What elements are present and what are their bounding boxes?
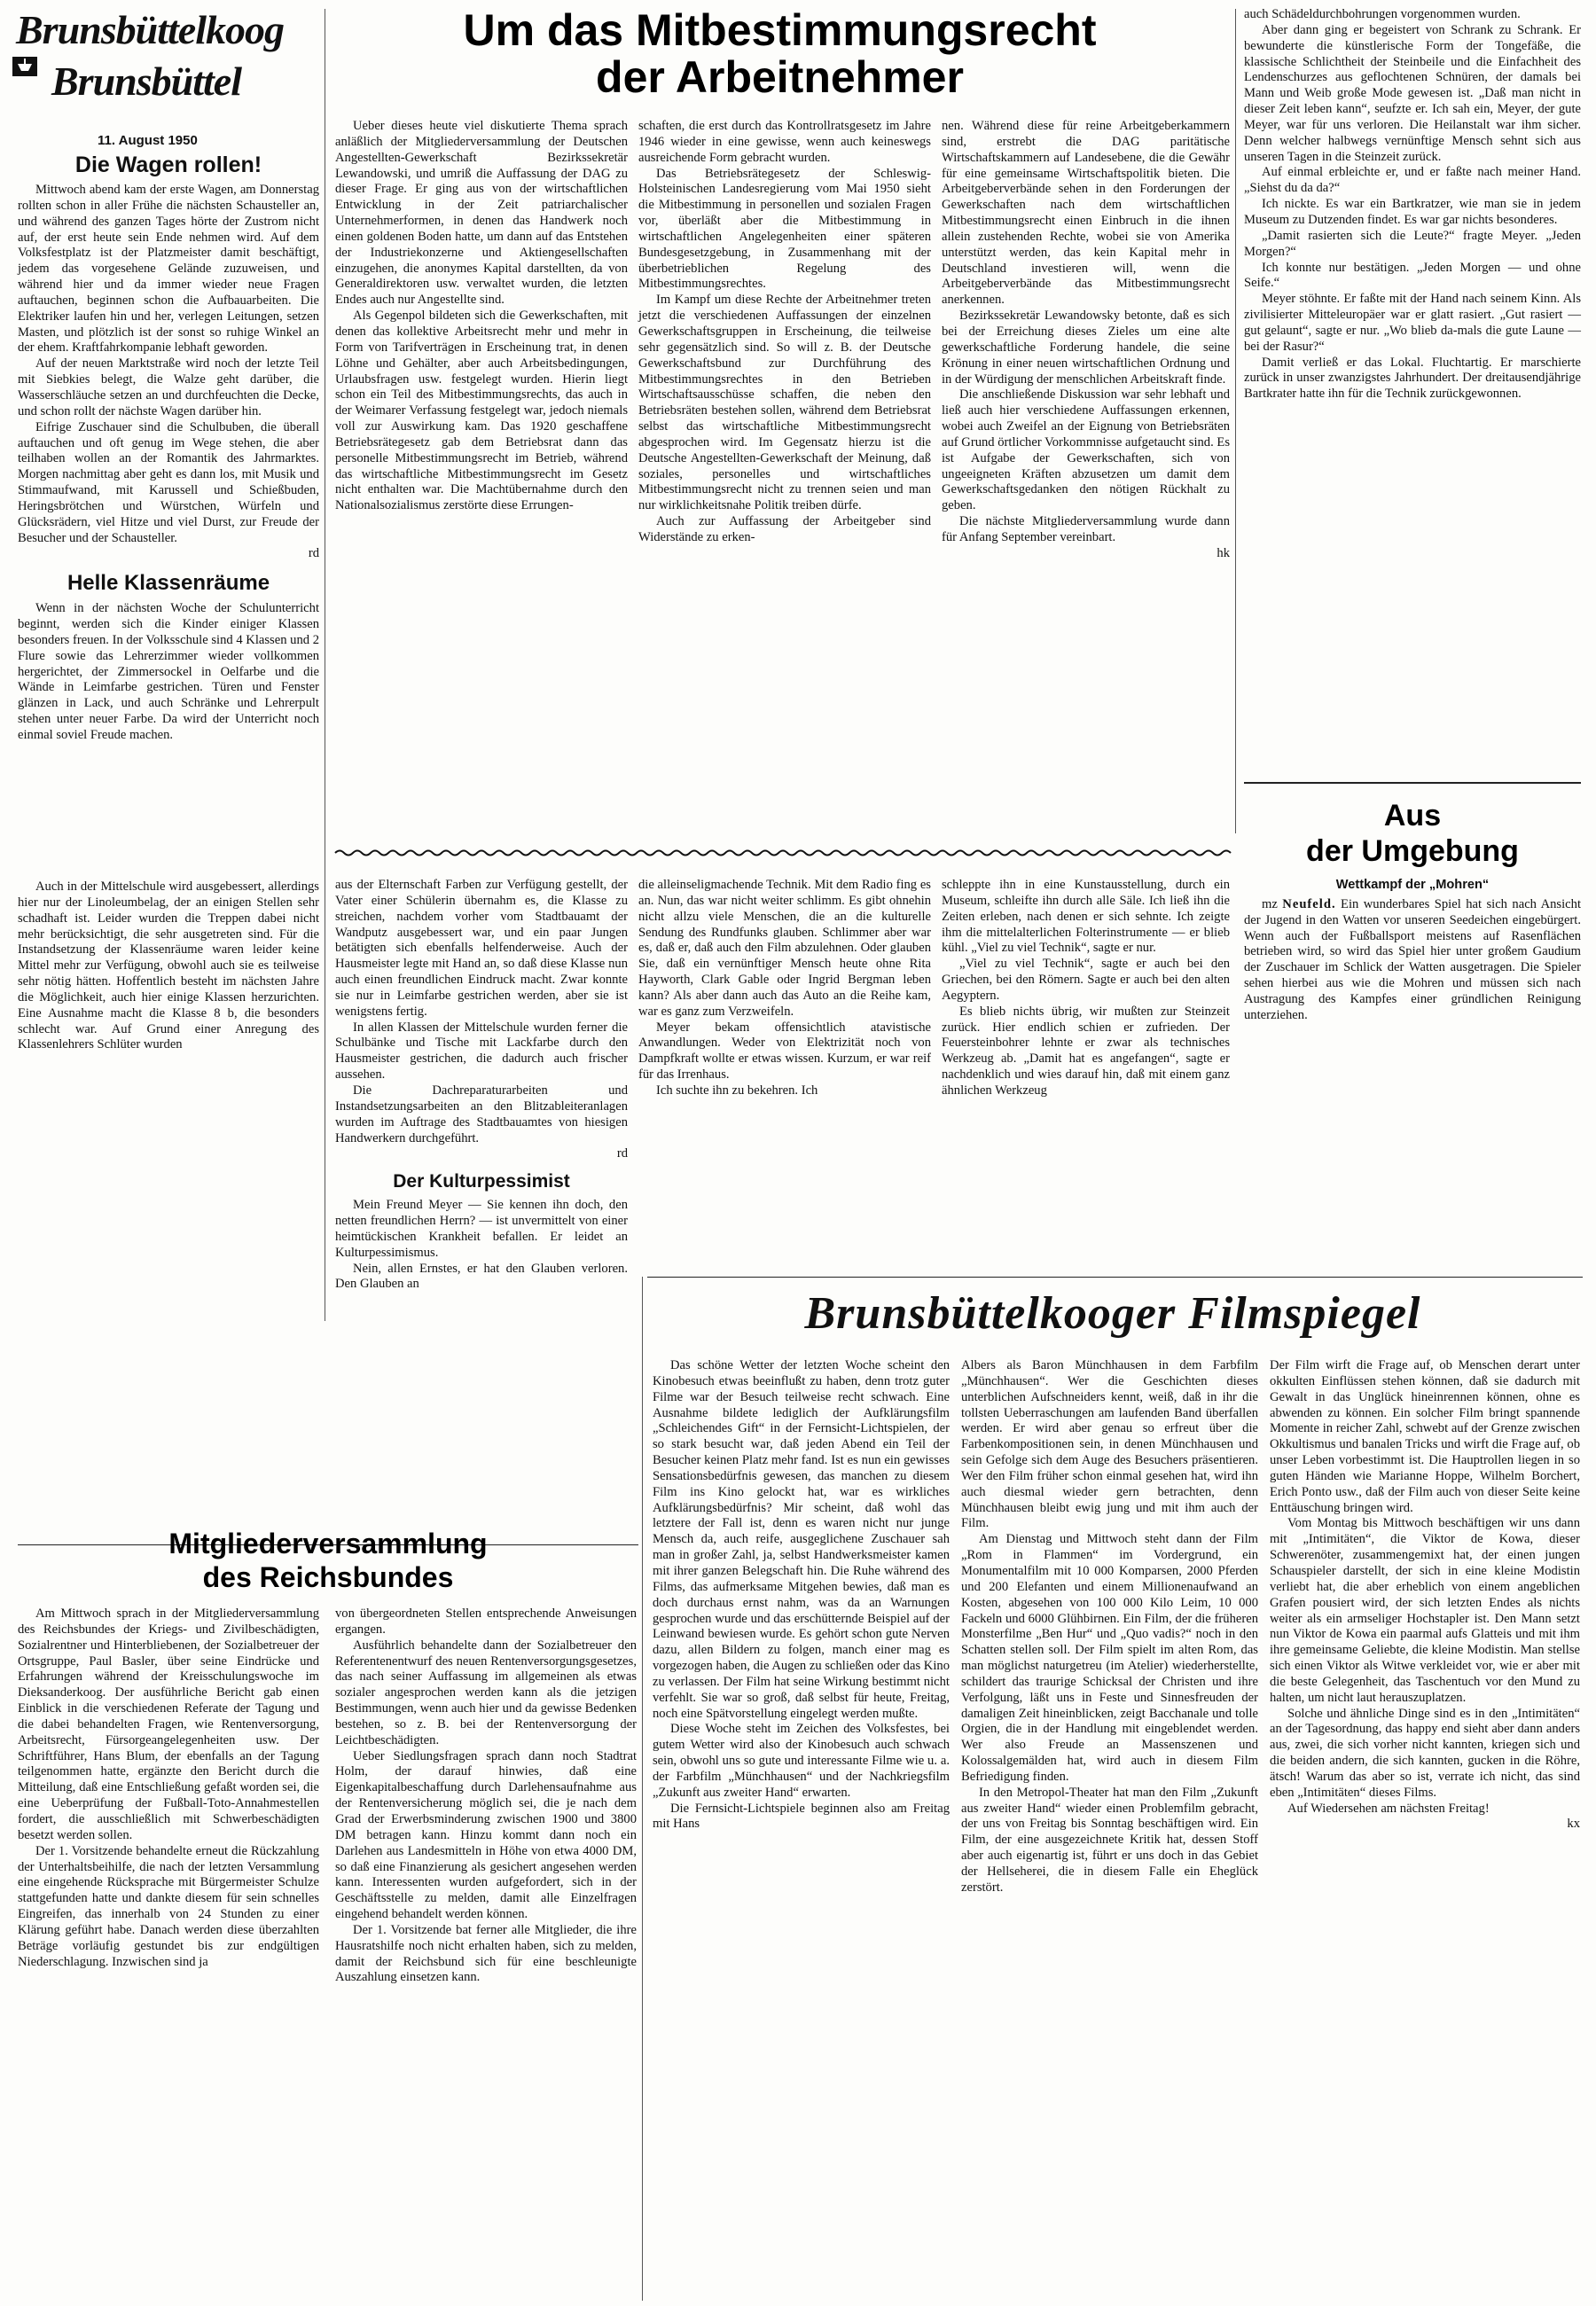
- film-c2: Albers als Baron Münchhausen in dem Farbfilm „Münchhausen“. Wer die Geschichten dieses unterblichen Aufschneiders kennt, weiß, daß in ihr die tollsten Ueberraschungen am laufenden Band überfallen werden. Er wird aber genau so erfreut über die Farbenkompositionen sein, in denen Münchhausen und sein Gefolge sich dem Auge des Besuchers präsentieren. Wer den Film früher schon einmal gesehen hat, wird ihn auch diesmal wieder gern betrachten, denn Münchhausen bleibt ewig jung und mit ihm auch der Film.: [961, 1358, 1258, 1531]
- kultur-p8: Es blieb nichts übrig, wir mußten zur Steinzeit zurück. Hier endlich schien er zufrieden. Der Feuersteinbohrer lehnte er zwar als technisches Werkzeug ab. „Damit hat es angefangen“, sagte er nachdenklich und wies darauf hin, daß mit einem ganz ähnlichen Werkzeug: [942, 1004, 1230, 1098]
- kultur-col3: [942, 878, 1230, 1268]
- mitbest-c3: nen. Während diese für reine Arbeitgeberkammern sind, erstrebt die DAG paritätische Wirtschaftskammern auf Landesebene, die die Gewähr für eine gemeinsame Wirtschaftspolitik bieten. Die Arbeitgeberverbände sehen in den Forderungen der Gewerkschaften nach dem wirtschaftlichen Mitbestimmungsrecht einen Einbruch in die ihnen allein zustehenden Rechte, wobei sie von Amerika unterstützt werden, das kein Kapital mehr in Deutschland investieren will, wenn die Arbeitgeberverbände das Mitbestimmungsrecht anerkennen.: [942, 119, 1230, 308]
- wagen-p2: Auf der neuen Marktstraße wird noch der letzte Teil mit Siebkies belegt, die Walze geht darüber, die Wasserschläuche setzen an und durchfeuchten die Decke, und schon rollt der nächste Wagen darüber hin.: [18, 356, 319, 418]
- reichsbund-title-line2: des Reichsbundes: [202, 1561, 454, 1593]
- section-rule: [1244, 782, 1581, 784]
- klassen-headline: Helle Klassenräume: [66, 571, 270, 596]
- kultur-col2: [638, 878, 931, 1268]
- film-c3d: Auf Wiedersehen am nächsten Freitag!: [1287, 1801, 1490, 1816]
- umgebung-headline: [1244, 798, 1581, 869]
- wagen-headline: Die Wagen rollen!: [74, 152, 262, 177]
- reichsbund-p5: Ueber Siedlungsfragen sprach dann noch Stadtrat Holm, der darauf hinwies, daß eine Eigenkapitalbeschaffung durch Darlehensaufnahme aus der Rentenversicherung möglich sei, die je nach dem Grad der Erwerbsminderung zwischen 1900 und 3800 DM betragen kann. Hinzu kommt dann noch ein Darlehen aus Landesmitteln in Höhe von etwa 4000 DM, so daß eine Finanzierung als gesichert angesehen werden kann. Interessenten wurden aufgefordert, sich in der Geschäftsstelle zu melden, damit alle Einzelfragen eingehend behandelt werden können.: [335, 1748, 637, 1922]
- film-c3c: Solche und ähnliche Dinge sind es in den „Intimitäten“ an der Tagesordnung, das happy end sieht aber dann anders aus, zwei, die sich vorher nicht kannten, kriegen sich und die beiden andern, die sich kannten, gucken in die Röhre, ätsch! Warum das aber so ist, verrate ich nicht, das sind eben „Intimitäten“ dieses Films.: [1270, 1706, 1580, 1800]
- mitbest-c3b: Bezirkssekretär Lewandowsky betonte, daß es sich bei der Erreichung dieses Zieles um eine alte gewerkschaftliche Forderung handele, die seine Krönung in einer neuen wirtschaftlichen Ordnung und in der Würdigung der menschlichen Arbeitskraft finde.: [942, 309, 1230, 387]
- umgebung-prefix: mz: [1262, 896, 1278, 911]
- kultur-p9: auch Schädeldurchbohrungen vorgenommen wurden.: [1244, 7, 1521, 21]
- wavy-separator: [335, 848, 1231, 857]
- mitbest-c3c: Die anschließende Diskussion war sehr lebhaft und ließ auch hier verschiedene Auffassungen erkennen, wobei auch Zweifel an der Eignung von Betriebsräten auf Grund örtlicher Vorkommnisse aufgetaucht sind. Es ist Aufgabe der Gewerkschaften, sich von ungeeigneten Kräften abzusetzen um damit dem Gewerkschaftsgedanken den nötigen Rückhalt zu geben.: [942, 387, 1230, 513]
- reichsbund-col2: [335, 1606, 637, 2298]
- kultur-p2: Nein, allen Ernstes, er hat den Glauben verloren. Den Glauben an: [335, 1261, 628, 1292]
- kultur-p3: die alleinseligmachende Technik. Mit dem Radio fing es an. Nun, das war nicht weiter schlimm. Es gibt ohnehin nicht allzu viele Menschen, die an die kulturelle Sendung des Rundfunks glauben. Schlimmer aber war es, daß er, daß auch den Film abzulehnen. Oder glauben Sie, daß ein vernünftiger Mensch heute ohne Rita Hayworth, Clark Gable oder Ingrid Bergman leben kann? Als aber dann auch das Auto an die Reihe kam, war es ganz zum Verzweifeln.: [638, 878, 931, 1019]
- umgebung-article: [1244, 878, 1581, 1179]
- klassen-p3: aus der Elternschaft Farben zur Verfügung gestellt, der Vater einer Schülerin übernahm es, die Klasse zu streichen, nachdem vorher vom Stadtbauamt der Wandputz ausgebessert war, und ein paar Jungen betätigten sich ebenfalls helfenderweise. Auch der Hausmeister legte mit Hand an, so daß diese Klasse nun auch einen freundlichen Eindruck macht. Zwar konnte sie nur in Leimfarbe gestrichen werden, aber sie ist wenigstens fertig.: [335, 878, 628, 1019]
- column-rule: [642, 1277, 643, 2301]
- reichsbund-p6: Der 1. Vorsitzende bat ferner alle Mitglieder, die ihre Hausratshilfe noch nicht erhalten haben, sich zu melden, damit der Reichsbund sich für eine beschleunigte Auszahlung einsetzen kann.: [335, 1922, 637, 1985]
- mitbest-c1: Ueber dieses heute viel diskutierte Thema sprach anläßlich der Mitgliederversammlung der Deutschen Angestellten-Gewerkschaft Bezirkssekretär Lewandowski, und umriß die Auffassung der DAG zu dieser Frage. Er ging aus von der wirtschaftlichen Entwicklung in der Zeit patriarchalischer Unternehmerformen, in denen das Handwerk noch einen goldenen Boden hatte, um dann auf das Entstehen der Industriekonzerne und Aktiengesellschaften einzugehen, die anonymes Kapital darstellten, da von Generaldirektoren usw. verwaltet wurden, die letzten Endes auch nur Angestellte sind.: [335, 119, 628, 308]
- kultur-p4: Meyer bekam offensichtlich atavistische Anwandlungen. Weder von Elektrizität noch von Dampfkraft wollte er etwas wissen. Kurzum, er war reif für das Irrenhaus.: [638, 1020, 931, 1083]
- mitbest-c2c: Im Kampf um diese Rechte der Arbeitnehmer treten jetzt die verschiedenen Auffassungen der einzelnen Gewerkschaftsgruppen in Erscheinung, die teilweise sehr gegensätzlich sind. So will z. B. der Deutsche Gewerkschaftsbund zur Durchführung des Mitbestimmungsrechtes in den Betrieben Wirtschaftsausschüsse schaffen, die neben den Betriebsräten bestehen sollen, während dem Betriebsrat selbst das wirtschaftliche Mitbestimmungsrecht abgesprochen wird. Im Gegensatz hierzu ist die Deutsche Angestellten-Gewerkschaft der Meinung, daß soziales, personelles und wirtschaftliches Mitbestimmungsrecht nicht zu trennen seien und man nur wirklichkeitsnahe Politik treiben dürfe.: [638, 293, 931, 513]
- klassen-p1: Wenn in der nächsten Woche der Schulunterricht beginnt, werden sich die Kinder einiger Klassen besonders freuen. In der Volksschule sind 4 Klassen und 2 Flure sowie das Lehrerzimmer wieder vollkommen hergerichtet, der Zimmersockel in Oelfarbe und die Wände in Leimfarbe gestrichen. Türen und Fenster glänzen in Lack, und auch Schränke und Lehrerpult stehen unter neuer Farbe. Da wird der Unterricht noch einmal soviel Freude machen.: [18, 601, 319, 742]
- mitbest-title-line1: Um das Mitbestimmungsrecht: [463, 5, 1097, 55]
- kultur-col4: [1244, 7, 1581, 778]
- film-c3: Der Film wirft die Frage auf, ob Menschen derart unter okkulten Einflüssen stehen können, daß sie dadurch mit Gewalt in das Unglück hineinrennen können, ohne es abwenden zu können. Ein solcher Film bringt spannende Momente in reicher Zahl, schwebt auf der Grenze zwischen Okkultismus und banalen Tricks und wirft die Frage auf, ob unser Leben vorbestimmt ist. Die Hauptrollen liegen in so guten Händen wie Marianne Hoppe, Wilhelm Borchert, Erich Ponto usw., daß der Film auch von dieser Seite keine Enttäuschung bringen wird.: [1270, 1358, 1580, 1515]
- film-col1: [653, 1358, 950, 2300]
- umgebung-text: Ein wunderbares Spiel hat sich nach Ansicht der Jugend in den Watten vor unseren Seedeichen eingebürgert. Wenn auch der Fußballsport meistens auf Rasenflächen betrieben wird, so wird das Spiel hier unter großem Gaudium der Zuschauer im Schlick der Watten ausgetragen. Die Spieler sehen hierbei aus wie die Mohren und müssen sich nach Austragung des Kampfes einer gründlichen Reinigung unterziehen.: [1244, 896, 1581, 1022]
- klassen-p4: In allen Klassen der Mittelschule wurden ferner die Schulbänke und Tische mit Lackfarbe durch den Hausmeister gestrichen, die dadurch auch frischer aussehen.: [335, 1020, 628, 1083]
- kultur-p16: Damit verließ er das Lokal. Fluchtartig. Er marschierte zurück in unser zwanzigstes Jahrhundert. Der dreitausendjährige Bartkrater hatte ihn für die Technik zurückgewonnen.: [1244, 355, 1581, 402]
- kultur-p15: Meyer stöhnte. Er faßte mit der Hand nach seinem Kinn. Als zivilisierter Mitteleuropäer war er glatt rasiert. „Gut rasiert — gut gelaunt“, sagte er nur. „Wo blieb da-mals die gute Laune — bei der Rasur?“: [1244, 292, 1581, 354]
- wagen-p3: Eifrige Zuschauer sind die Schulbuben, die überall auftauchen und oft genug im Wege stehen, die aber teilhaben wollen an der Romantik des Jahrmarktes. Morgen nachmittag aber geht es dann los, mit Musik und Stimmaufwand, mit Karussell und Schießbuden, Heringsbrötchen und Würstchen, Würfeln und Glücksrädern, viel Hitze und viel Durst, zur Freude der Besucher und der Schausteller.: [18, 419, 319, 545]
- masthead-line2: Brunsbüttel: [51, 59, 241, 104]
- mitbest-c3d: Die nächste Mitgliederversammlung wurde dann für Anfang September vereinbart.: [942, 514, 1230, 544]
- kultur-p7: „Viel zu viel Technik“, sagte er auch bei den Griechen, bei den Römern. Sagte er auch bei den alten Aegyptern.: [942, 957, 1230, 1003]
- film-c3b: Vom Montag bis Mittwoch beschäftigen wir uns dann mit „Intimitäten“, die Viktor de Kowa, dieser Schwerenöter, zusammengemixt hat, der einen jungen Schauspieler darstellt, der sich in eine kleine Modistin verliebt hat, die aber erheblich von einem angeblichen Grafen pousiert wird, der sich letzten Endes als nichts weiter als ein armseliger Hochstapler ist. Den Mann setzt nun Viktor de Kowa ein paarmal aufs Glatteis und mit ihm ihre gemeinsame Geliebte, die kleine Modistin. Man stellse sich einen Viktor als Witwe verkleidet vor, wie er aber mit die beste Gelegenheit, das Taschentuch vor den Mund zu halten, um nicht laut herauszuplatzen.: [1270, 1516, 1580, 1705]
- reichsbund-p3: von übergeordneten Stellen entsprechende Anweisungen ergangen.: [335, 1606, 637, 1637]
- mitbest-headline: [330, 7, 1230, 100]
- mitbest-col1: [335, 119, 628, 848]
- kultur-p12: Ich nickte. Es war ein Bartkratzer, wie man sie in jedem Museum zu Dutzenden findet. Es war gar nichts besonderes.: [1244, 197, 1581, 227]
- mitbest-c2: schaften, die erst durch das Kontrollratsgesetz im Jahre 1946 wieder in eine gewisse, wenn auch keineswegs ausreichende Form gebracht wurden.: [638, 119, 931, 165]
- film-c2c: In den Metropol-Theater hat man den Film „Zukunft aus zweiter Hand“ wieder einen Problemfilm gebracht, der uns von Freitag bis Sonntag beschäftigen wird. Ein Film, der eine ausgezeichnete Kritik hat, dessen Stoff aber auch eigenartig ist, führt er uns doch in das Gebiet der Hellseherei, die in diesem Falle ein Eheglück zerstört.: [961, 1785, 1258, 1895]
- section-rule: [647, 1277, 1583, 1278]
- reichsbund-headline-block: [18, 1527, 638, 1594]
- mitbest-signature: hk: [1217, 545, 1230, 560]
- kultur-p13: „Damit rasierten sich die Leute?“ fragte Meyer. „Jeden Morgen?“: [1244, 228, 1581, 259]
- mitbest-c1b: Als Gegenpol bildeten sich die Gewerkschaften, mit denen das kollektive Arbeitsrecht mehr und mehr in Form von Tarifverträgen in Erscheinung trat, in denen Löhne und Gehälter, aber auch Arbeitsbedingungen, Urlaubsfragen usw. festgelegt wurden. Hierin liegt schon ein Teil des Mitbestimmungsrechts, das auch in der Weimarer Verfassung festgelegt war, jedoch niemals voll zur Auswirkung kam. Das 1920 geschaffene Betriebsrätegesetz gab dem Betriebsrat dann das personelle Mitbestimmungsrecht im Betrieb, während das wirtschaftliche Mitbestimmungsrecht im Gesetz nicht enthalten war. Die Machtübernahme durch den Nationalsozialismus zerstörte diese Errungen-: [335, 309, 628, 513]
- kultur-p14: Ich konnte nur bestätigen. „Jeden Morgen — und ohne Seife.“: [1244, 260, 1581, 291]
- article-klassen-cont: [18, 879, 319, 1543]
- film-c1b: Diese Woche steht im Zeichen des Volksfestes, bei gutem Wetter wird also der Kinobesuch auch schwach sein, obwohl uns so gute und interessante Filme wie u. a. der Farbfilm „Münchhausen“ und der Nachkriegsfilm „Zukunft aus zweiter Hand“ erwarten.: [653, 1722, 950, 1800]
- mitbest-c2b: Das Betriebsrätegesetz der Schleswig-Holsteinischen Landesregierung vom Mai 1950 sieht die Mitbestimmung in personellen und sozialen Fragen vor, überläßt aber die Mitbestimmung in wirtschaftlichen Angelegenheiten einer späteren Bundesgesetzgebung, in Zusammenhang mit der überbetrieblichen Regelung des Mitbestimmungsrechtes.: [638, 166, 931, 292]
- wagen-signature: rd: [308, 546, 319, 561]
- film-signature: kx: [1567, 1817, 1580, 1832]
- kultur-p10: Aber dann ging er begeistert von Schrank zu Schrank. Er bewunderte die künstlerische Form der Tongefäße, die klassische Schlichtheit der Steinbeile und die Einfachheit des Lendenschurzes aus geflochtenen Schnüren, der damals bei Mann und Weib große Mode gewesen ist. „Daß man nicht in dieser Zeit leben kann“, seufzte er. Ich sah ein, Meyer, der gute Meyer, war für uns verloren. Die Heilanstalt war ihm sicher. Denn welcher halbwegs vernünftige Mensch sehnt sich aus unseren Tagen in die Steinzeit zurück.: [1244, 22, 1581, 164]
- umgebung-place: Neufeld.: [1282, 896, 1336, 911]
- column-rule: [1235, 9, 1236, 833]
- film-col2: [961, 1358, 1258, 2300]
- umgebung-title-line1: Aus: [1383, 799, 1442, 833]
- reichsbund-col1: [18, 1606, 319, 2298]
- reichsbund-p4: Ausführlich behandelte dann der Sozialbetreuer den Referentenentwurf des neuen Rentenversorgungsgesetzes, das nach seiner Auffassung im allgemeinen als etwas sozialer angesprochen werden kann als die jetzigen Bestimmungen, wenn auch hier und da gewisse Bedenken bestehen, so z. B. bei der Rentenversorgung der Leichtbeschädigten.: [335, 1638, 637, 1747]
- film-col3: [1270, 1358, 1580, 2300]
- masthead-line1: Brunsbüttelkoog: [16, 7, 284, 52]
- kultur-p6: schleppte ihn in eine Kunstausstellung, durch ein Museum, schleifte ihn durch alle Säle. Ich ließ ihn die Zeiten erleben, nach denen er sich sehnte. Ich zeigte ihm die mittelalterlichen Folterinstrumente — er blieb kühl. „Viel zu viel Technik“, sagte er nur.: [942, 878, 1230, 956]
- issue-date: 11. August 1950: [98, 133, 198, 148]
- mitbest-c2d: Auch zur Auffassung der Arbeitgeber sind Widerstände zu erken-: [638, 514, 931, 544]
- klassen-p5: Die Dachreparaturarbeiten und Instandsetzungsarbeiten an den Blitzableiteranlagen wurden im Auftrage des Stadtbauamtes von hiesigen Handwerkern durchgeführt.: [335, 1083, 628, 1145]
- klassen-signature: rd: [616, 1146, 628, 1161]
- kultur-p5: Ich suchte ihn zu bekehren. Ich: [656, 1083, 818, 1098]
- film-c2b: Am Dienstag und Mittwoch steht dann der Film „Rom in Flammen“ im Vordergrund, ein Monumentalfilm mit 10 000 Komparsen, 2000 Pferden und 200 Elefanten und einem Millionenaufwand an Kosten, abgesehen von 100 000 Kilo Leim, 10 000 Fackeln und 6000 Glühbirnen. Ein Film, der die früheren Monsterfilme „Ben Hur“ und „Quo vadis?“ noch in den Schatten stellen soll. Der Film spielt im alten Rom, das man möglichst naturgetreu (im Atelier) wiederherstellte, schildert das traurige Schicksal der Christen und ihre Verfolgung, läßt uns in Feste und Sinnesfreuden der damaligen Zeit hineinblicken, zeigt Bacchanale und tolle Orgien, die in der Handlung mit eingeblendet werden. Wer also Freude an Massenszenen und Kolossalgemälden hat, wird auch in diesem Film Befriedigung finden.: [961, 1532, 1258, 1784]
- mitbest-col3: [942, 119, 1230, 848]
- masthead-logo: [9, 5, 324, 129]
- klassen-p2: Auch in der Mittelschule wird ausgebessert, allerdings hier nur der Linoleumbelag, der an einigen Stellen sehr schadhaft ist. Leider wurden die Treppen dabei nicht mehr berücksichtigt, die sehr ausgetreten sind. Für die Instandsetzung der Klassenräume waren leider keine Mittel mehr zur Verfügung, obwohl auch sie es teilweise sehr nötig hätten. Hoffentlich besteht im nächsten Jahre die Möglichkeit, auch hier einige Klassen herzurichten. Eine Ausnahme macht die Klasse 8 b, die besonders schlecht war. Auf Grund einer Anregung des Klassenlehrers Schlüter wurden: [18, 879, 319, 1052]
- reichsbund-p2: Der 1. Vorsitzende behandelte erneut die Rückzahlung der Unterhaltsbeihilfe, die nach der letzten Versammlung eine eingehende Rücksprache mit Bürgermeister Schulze stattgefunden hatte und dankte diesem für sein schnelles Eingreifen, das innerhalb von 24 Stunden zu einer Klärung geführt habe. Danach werden diese überzahlten Beträge vorläufig gestundet bis zur endgültigen Niederschlagung. Inzwischen sind ja: [18, 1843, 319, 1969]
- wagen-p1: Mittwoch abend kam der erste Wagen, am Donnerstag rollten schon in aller Frühe die nächsten Schausteller an, und während des ganzen Tages hörte der Zustrom nicht auf, der erst heute sein Ende nehmen wird. Auf dem Volksfestplatz ist der Platzmeister damit beschäftigt, jedem das vorgesehene Gelände zuzuweisen, und während hier und da immer wieder neue Fragen auftauchen, beginnen schon die Aufbauarbeiten. Die Elektriker laufen hin und her, verlegen Leitungen, setzen Masten, und plötzlich ist der sonst so ruhige Winkel an der ehem. Kraftfahrkompanie lebhaft geworden.: [18, 183, 319, 356]
- film-c1: Das schöne Wetter der letzten Woche scheint den Kinobesuch etwas beeinflußt zu haben, denn trotz guter Filme war der Besuch teilweise recht schwach. Eine Ausnahme bildete lediglich der Aufklärungsfilm „Schleichendes Gift“ in der Fernsicht-Lichtspielen, der so stark besucht war, daß jeden Abend ein Teil der Besucher keinen Platz mehr fand. Ist es nun ein gewisses Sensationsbedürfnis gewesen, das manchen zu diesem Film ins Kino gelockt hat, war es wirkliches Aufklärungsbedürfnis? Mir scheint, daß wohl das letztere der Fall ist, denn es waren nicht nur junge Mensch da, auch reife, ausgeglichene Zuschauer sah man in großer Zahl, ja, selbst Handwerksmeister kamen mit ihrer ganzen Belegschaft hin. Die Ruhe während des Films, das aufmerksame Mitgehen bewies, daß man es doch durchaus ernst nahm, was da an Warnungen gesprochen wurde und das erschütternde Beispiel auf der Leinwand bewiesen wurde. Es gehört schon gute Nerven dazu, allen Bildern zu folgen, manch einer mag es vorgezogen haben, die Augen zu schließen oder das Kino zu verlassen. Der Film hat seine Wirkung bestimmt nicht verfehlt. Sie war so groß, daß selbst für heute, Freitag, noch eine Spätvorstellung eingelegt werden mußte.: [653, 1358, 950, 1721]
- klassen-col2: [335, 878, 628, 1292]
- article-wagen: [18, 152, 319, 879]
- reichsbund-p1: Am Mittwoch sprach in der Mitgliederversammlung des Reichsbundes der Kriegs- und Zivilbeschädigten, Sozialrentner und Hinterbliebenen, der Sozialbetreuer der Ortsgruppe, Paul Basler, über seine Eindrücke und Erfahrungen während der Kreisschulungswoche im Dieksanderkoog. Der ausführliche Bericht gab einen Einblick in die verschiedenen Referate der Tagung und die dabei behandelten Fragen, wie Rentenversorgung, Arbeitsrecht, Fürsorgeangelegenheiten usw. Der Schriftführer, Hans Blum, der ebenfalls an der Tagung teilgenommen hatte, ergänzte den Bericht durch die Mitteilung, daß eine Entschließung gefaßt worden sei, die eine Ueberprüfung der Fußball-Toto-Annahmestellen fordert, die ausschließlich mit Schwerbeschädigten besetzt werden sollen.: [18, 1606, 319, 1842]
- film-headline: Brunsbüttelkooger Filmspiegel: [804, 1288, 1421, 1339]
- kultur-p1: Mein Freund Meyer — Sie kennen ihn doch, den netten freundlichen Herrn? — ist unvermittelt von einer heimtückischen Krankheit befallen. Er leidet an Kulturpessimismus.: [335, 1198, 628, 1260]
- umgebung-title-line2: der Umgebung: [1306, 834, 1519, 868]
- reichsbund-title-line1: Mitgliederversammlung: [168, 1528, 488, 1559]
- mitbest-col2: [638, 119, 931, 848]
- kultur-p11: Auf einmal erbleichte er, und er faßte nach meiner Hand. „Siehst du da da?“: [1244, 165, 1581, 196]
- mitbest-title-line2: der Arbeitnehmer: [596, 51, 964, 102]
- kultur-headline: Der Kulturpessimist: [393, 1171, 570, 1192]
- umgebung-subhead: Wettkampf der „Mohren“: [1335, 878, 1490, 892]
- film-c1c: Die Fernsicht-Lichtspiele beginnen also am Freitag mit Hans: [653, 1801, 950, 1832]
